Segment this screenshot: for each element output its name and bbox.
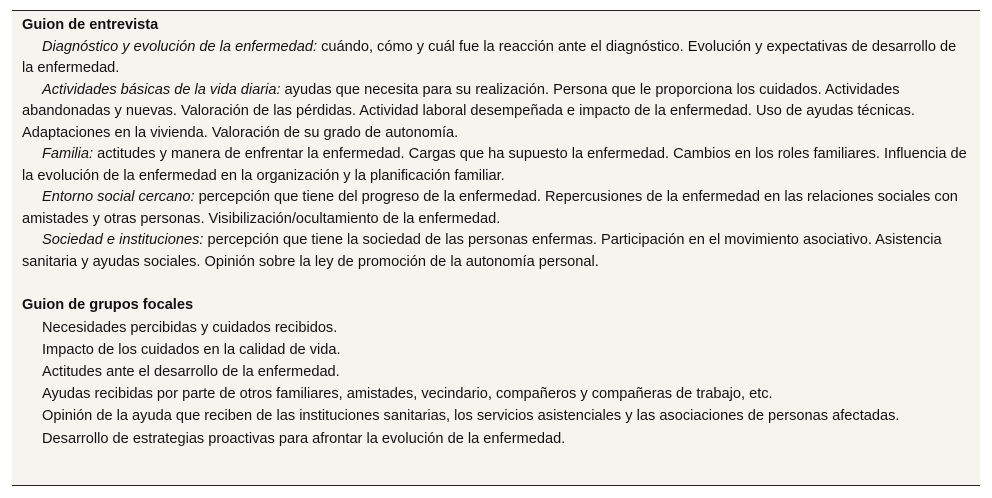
interview-item-diagnosis [22, 37, 970, 80]
focus-groups-section-title: Guion de grupos focales [22, 297, 194, 313]
focus-groups-list [22, 317, 970, 450]
interview-item-lead: Familia: [42, 146, 94, 162]
interview-item-society [22, 230, 970, 273]
interview-item-social-environment [22, 187, 970, 230]
focus-group-item: Ayudas recibidas por parte de otros familiares, amistades, vecindario, compañeros y compañeras de trabajo, etc. [42, 386, 773, 403]
interview-item-text: actitudes y manera de enfrentar la enfermedad. Cargas que ha supuesto la enfermedad. Cambios en los roles familiares. Influencia de la evolución de la enfermedad en la organización y la planificación familiar. [22, 146, 967, 184]
interview-item-lead: Diagnóstico y evolución de la enfermedad: [42, 38, 318, 55]
interview-item-lead: Sociedad e instituciones: [42, 232, 204, 248]
interview-item-text: ayudas que necesita para su realización. Persona que le proporciona los cuidados. Actividades abandonadas y nuevas. Valoración de las pérdidas. Actividad laboral desempeñada e impacto de la enfermedad. Uso de ayudas técnicas. Adaptaciones en la vivienda. Valoración de su grado de autonomía. [22, 81, 915, 141]
interview-item-text: percepción que tiene del progreso de la enfermedad. Repercusiones de la enfermedad en las relaciones sociales con amistades y otras personas. Visibilización/ocultamiento de la enfermedad. [22, 189, 958, 227]
interview-section-title: Guion de entrevista [22, 17, 159, 33]
focus-group-item: Necesidades percibidas y cuidados recibidos. [42, 319, 338, 336]
interview-item-family [22, 144, 970, 187]
section-spacer [22, 273, 970, 295]
interview-item-lead: Actividades básicas de la vida diaria: [42, 81, 281, 98]
focus-group-item: Desarrollo de estrategias proactivas para afrontar la evolución de la enfermedad. [42, 430, 566, 447]
interview-item-text: percepción que tiene la sociedad de las personas enfermas. Participación en el movimiento asociativo. Asistencia sanitaria y ayudas sociales. Opinión sobre la ley de promoción de la autonomía personal. [22, 232, 942, 270]
interview-item-lead: Entorno social cercano: [42, 189, 195, 205]
focus-group-item: Impacto de los cuidados en la calidad de vida. [42, 341, 341, 358]
interview-item-text: cuándo, cómo y cuál fue la reacción ante el diagnóstico. Evolución y expectativas de desarrollo de la enfermedad. [22, 38, 957, 76]
focus-group-item: Opinión de la ayuda que reciben de las instituciones sanitarias, los servicios asistenciales y las asociaciones de personas afectadas. [42, 408, 900, 425]
interview-item-daily-activities [22, 80, 970, 145]
interview-guide-table [12, 10, 980, 486]
focus-group-item: Actitudes ante el desarrollo de la enfermedad. [42, 363, 340, 380]
